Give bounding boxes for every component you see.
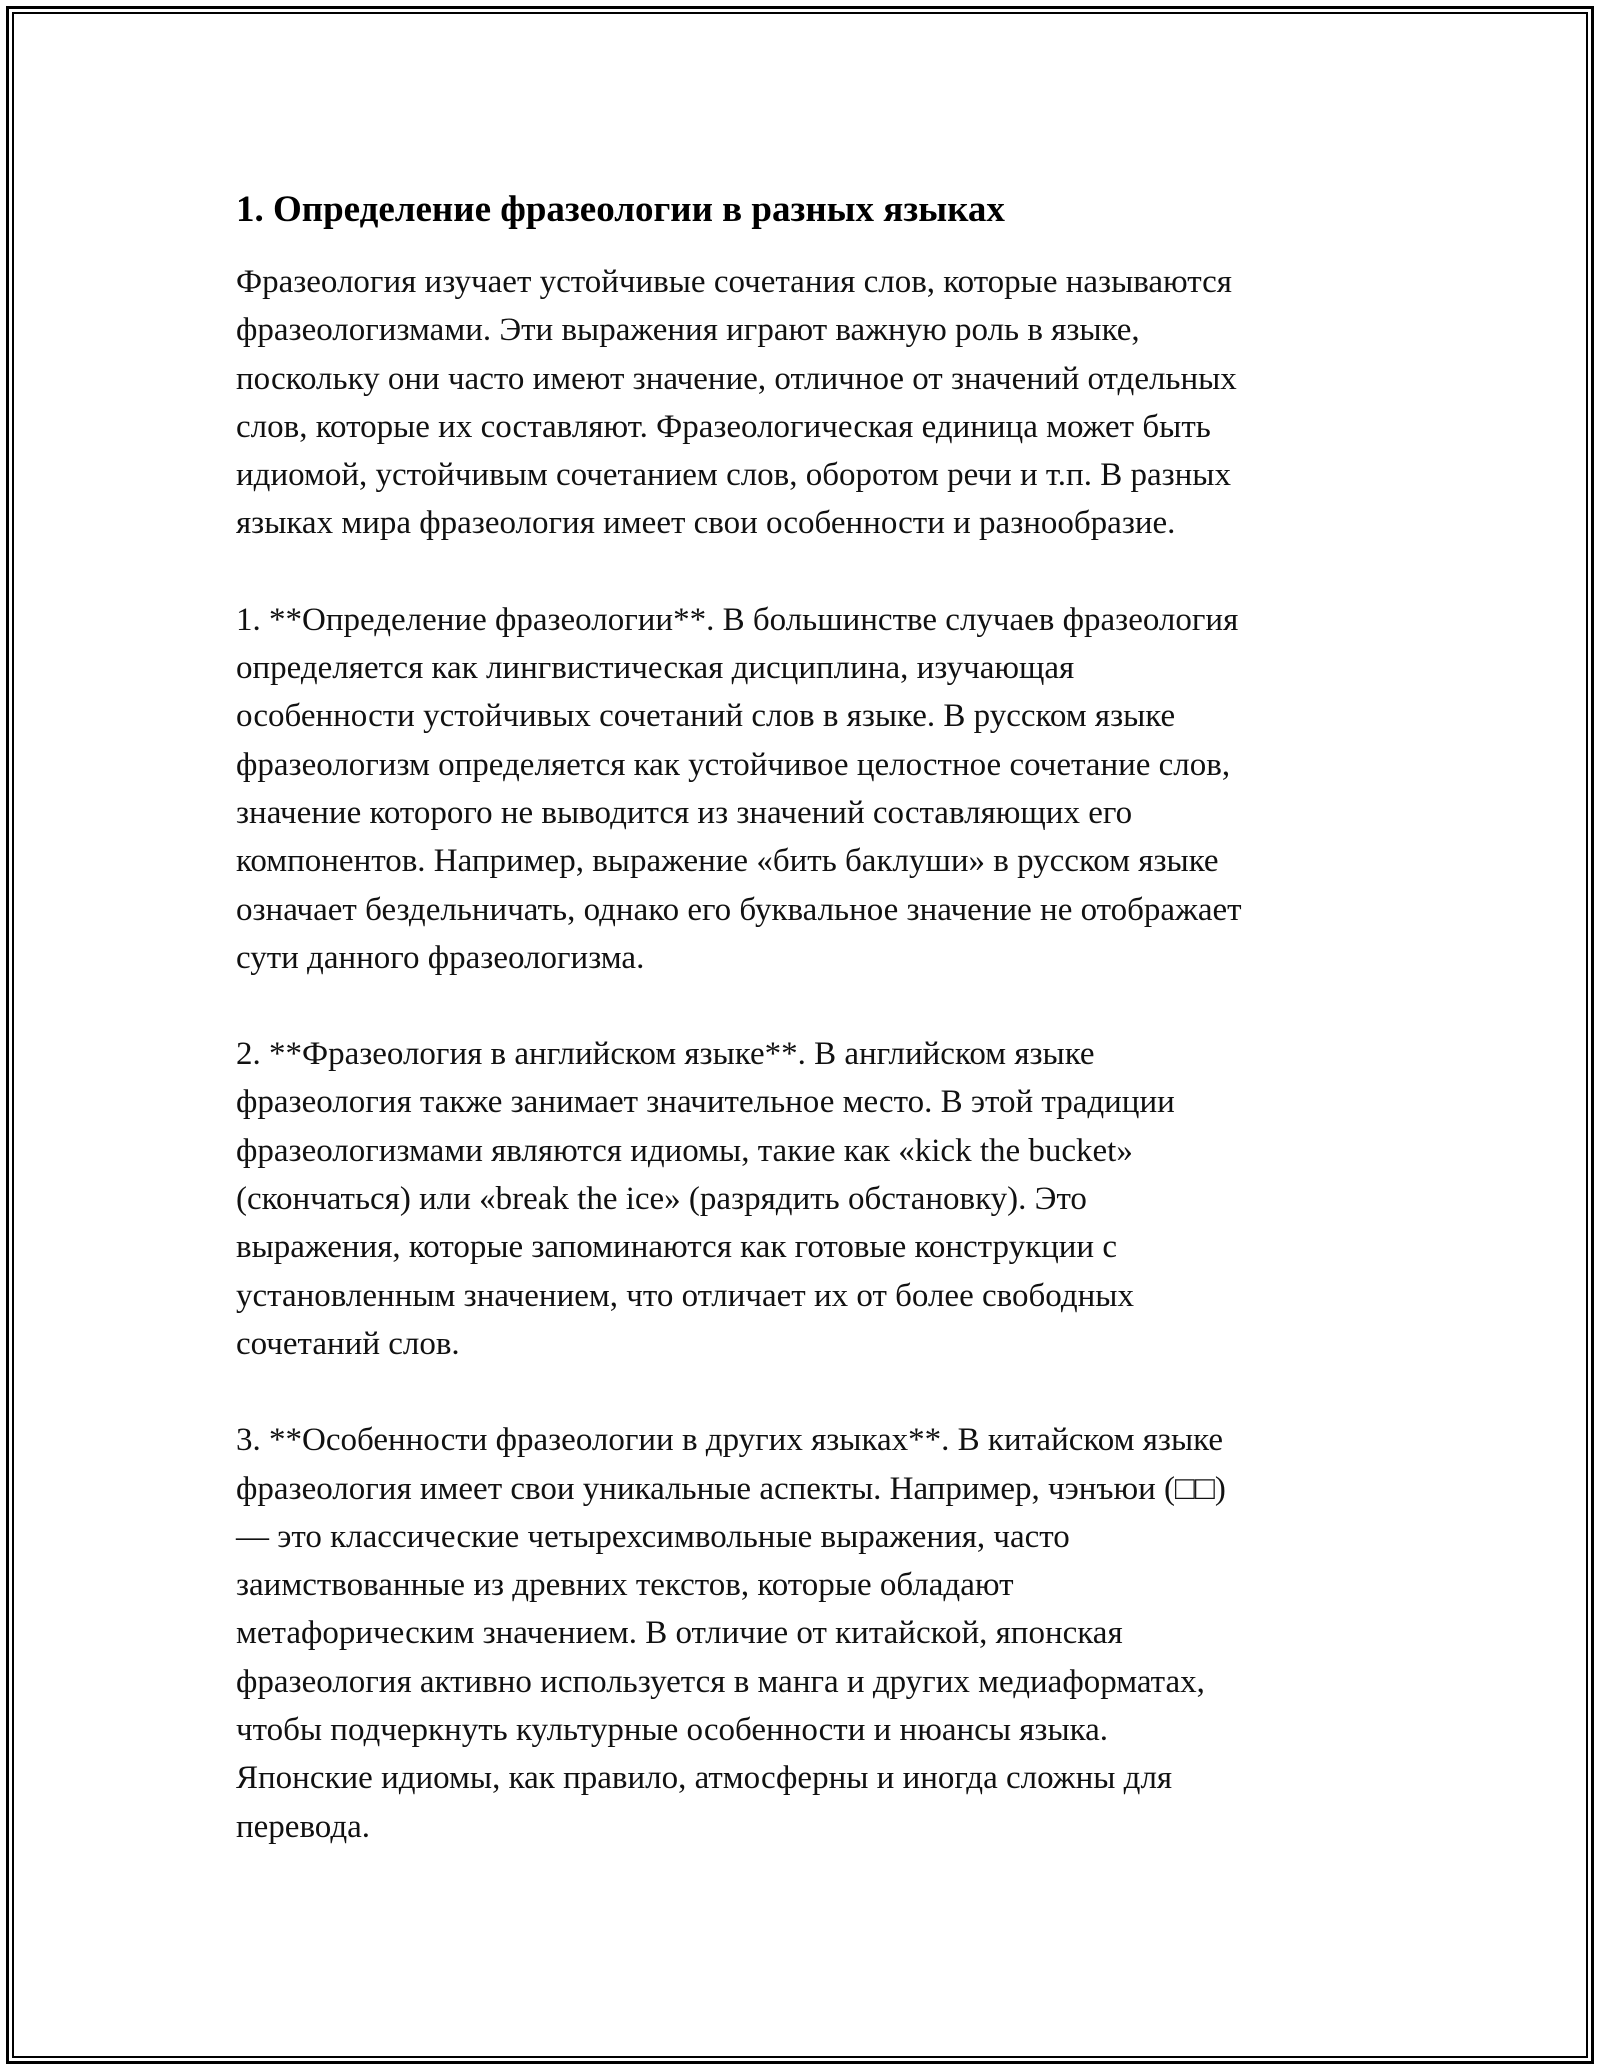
intro-paragraph: Фразеология изучает устойчивые сочетания слов, которые называются фразеологизмами. Эти выражения играют важную роль в языке, поскольку они часто имеют значение, отличное от значений отдельных слов, которые их составляют. Фразеологическая единица может быть идиомой, устойчивым сочетанием слов, оборотом речи и т.п. В разных языках мира фразеология имеет свои особенности и разнообразие. [236, 264, 1237, 542]
list-item-english: 2. **Фразеология в английском языке**. В английском языке фразеология также занимает значительное место. В этой традиции фразеологизмами являются идиомы, такие как «kick the bucket» (скончаться) или «break the ice» (разрядить обстановку). Это выражения, которые запоминаются как готовые конструкции с установленным значением, что отличает их от более свободных сочетаний слов. [236, 1036, 1175, 1362]
list-item-definition: 1. **Определение фразеологии**. В большинстве случаев фразеология определяется как лингвистическая дисциплина, изучающая особенности устойчивых сочетаний слов в языке. В русском языке фразеологизм определяется как устойчивое целостное сочетание слов, значение которого не выводится из значений составляющих его компонентов. Например, выражение «бить баклуши» в русском языке означает бездельничать, однако его буквальное значение не отображает сути данного фразеологизма. [236, 601, 1242, 976]
document-page [236, 186, 1386, 1851]
document-title: 1. Определение фразеологии в разных языках [236, 189, 1005, 230]
list-item-other-languages: 3. **Особенности фразеологии в других языках**. В китайском языке фразеология имеет свои уникальные аспекты. Например, чэнъюи (□□) — это классические четырехсимвольные выражения, часто заимствованные из древних текстов, которые обладают метафорическим значением. В отличие от китайской, японская фразеология активно используется в манга и других медиаформатах, чтобы подчеркнуть культурные особенности и нюансы языка. Японские идиомы, как правило, атмосферны и иногда сложны для перевода. [236, 1422, 1226, 1845]
